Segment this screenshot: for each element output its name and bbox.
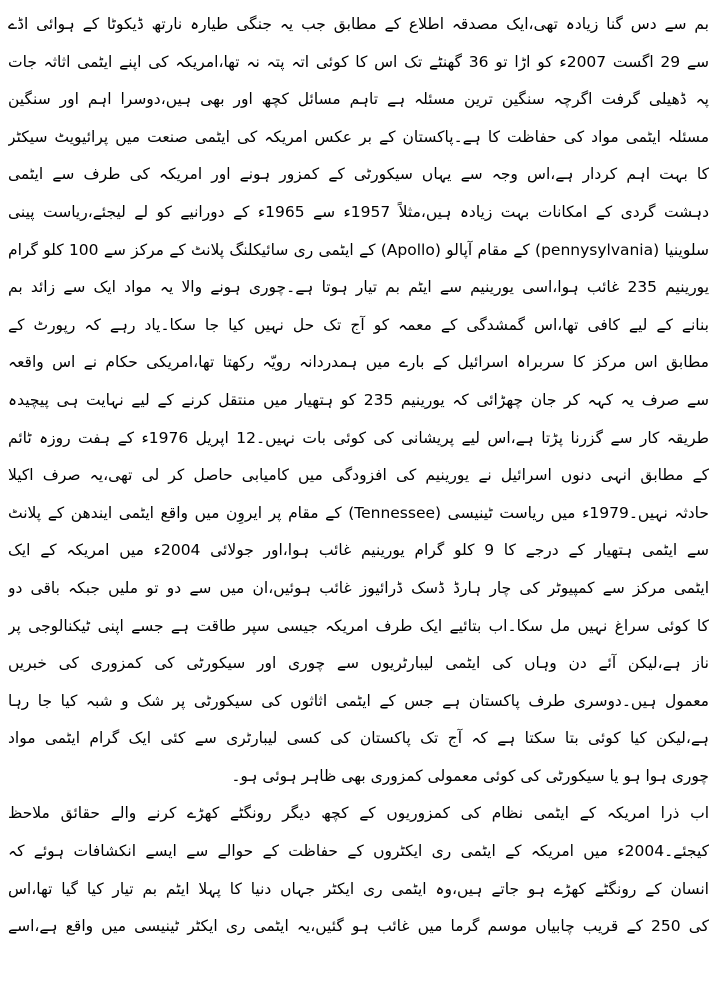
text-line: یورینیم 235 غائب ہوا،اسی یورینیم سے ایٹم بم تیار ہوتا ہے۔چوری ہونے والا یہ مواد ایک سے زائد بم bbox=[8, 278, 709, 297]
text-line: کی 250 کے قریب چابیاں موسم گرما میں غائب ہو گئیں،یہ ایٹمی ری ایکٹر ٹینیسی میں واقع ہے،اسے bbox=[8, 917, 709, 936]
text-line: چوری ہوا ہو یا سیکورٹی کی کوئی معمولی کمزوری بھی ظاہر ہوئی ہو۔ bbox=[231, 766, 709, 785]
text-line: معمول ہیں۔دوسری طرف پاکستان ہے جس کے ایٹمی اثاثوں کی سیکورٹی پر شک و شبہ کیا جا رہا bbox=[8, 691, 709, 710]
text-line: بنانے کے لیے کافی تھا،اس گمشدگی کے معمہ کو آج تک حل نہیں کیا جا سکا۔یاد رہے کہ رپورٹ کے bbox=[8, 315, 709, 334]
text-line: انسان کے رونگٹے کھڑے ہو جاتے ہیں،وہ ایٹمی ری ایکٹر جہاں دنیا کا پہلا ایٹم بم تیار کیا گیا تھا،اس bbox=[8, 879, 709, 898]
text-line: حادثہ نہیں۔1979ء میں ریاست ٹینیسی (Tennessee) کے مقام پر ایروِن میں واقع ایٹمی ایندھن کے پلانٹ bbox=[8, 503, 709, 522]
text-line: اب ذرا امریکہ کے ایٹمی نظام کی کمزوریوں کے کچھ دیگر رونگٹے کھڑے کرنے والے حقائق ملاحظ bbox=[8, 804, 709, 823]
text-line: بم سے دس گنا زیادہ تھی،ایک مصدقہ اطلاع کے مطابق جب یہ جنگی طیارہ نارتھ ڈیکوٹا کے ہوائی اڈے bbox=[8, 15, 709, 33]
text-line: سے ایٹمی ہتھیار کے درجے کا 9 کلو گرام یورینیم غائب ہوا،اور جولائی 2004ء میں امریکہ کے ایک bbox=[8, 541, 709, 560]
text-line: کے مطابق انہی دنوں اسرائیل نے یورینیم کی افزودگی میں کامیابی حاصل کر لی تھی،یہ صرف اکیلا bbox=[8, 466, 709, 485]
text-line: ناز ہے،لیکن آئے دن وہاں کی ایٹمی لیبارٹریوں سے چوری اور سیکورٹی کی کمزوری کی خبریں bbox=[8, 654, 709, 673]
text-line: ایٹمی مرکز سے کمپیوٹر کی چار ہارڈ ڈسک ڈرائیوز غائب ہوئیں،ان میں سے دو تو ملیں جبکہ باقی دو bbox=[8, 578, 709, 597]
text-line: کا بہت اہم کردار ہے،اس وجہ سے یہاں سیکورٹی کے کمزور ہونے اور امریکہ کی طرف سے ایٹمی bbox=[8, 165, 709, 184]
text-line: کا کوئی سراغ نہیں مل سکا۔اب بتائیے ایک طرف امریکہ جیسی سپر طاقت ہے جسے اپنی ٹیکنالوجی پر bbox=[8, 616, 709, 635]
text-line: دہشت گردی کے امکانات بہت زیادہ ہیں،مثلاً 1957ء سے 1965ء کے دورانیے کو لے لیجئے،ریاست پینی bbox=[8, 202, 709, 221]
text-line: سے 29 اگست 2007ء کو اڑا تو 36 گھنٹے تک اس کا کوئی اتہ پتہ نہ تھا،امریکہ کی اپنے ایٹمی اثاثہ جات bbox=[8, 52, 709, 71]
text-line: ہے،لیکن کیا کوئی بتا سکتا ہے کہ آج تک پاکستان کی کسی لیبارٹری سے کئی ایک گرام ایٹمی مواد bbox=[8, 729, 709, 748]
text-line: طریقہ کار سے گزرنا پڑتا ہے،اس لیے پریشانی کی کوئی بات نہیں۔12 اپریل 1976ء کے ہفت روزہ ٹائم bbox=[8, 428, 709, 447]
text-line: کیجئے۔2004ء میں امریکہ کے ایٹمی ری ایکٹروں کے حفاظت کے حوالے سے ایسے انکشافات ہوئے کہ bbox=[8, 842, 709, 861]
text-line: سے صرف یہ کہہ کر جان چھڑائی کہ یورینیم 235 کو ہتھیار میں منتقل کرنے کے لیے نہایت ہی پیچیدہ bbox=[8, 390, 709, 409]
text-line: مسئلہ ایٹمی مواد کی حفاظت کا ہے۔پاکستان کے بر عکس امریکہ کی ایٹمی صنعت میں پرائیویٹ سیکٹر bbox=[8, 127, 709, 146]
text-line: سلوینیا (pennysylvania) کے مقام آپالو (Apollo) کے ایٹمی ری سائیکلنگ پلانٹ کے مرکز سے 100 کلو گرام bbox=[8, 240, 709, 259]
text-line: مطابق اس مرکز کا سربراہ اسرائیل کے بارے میں ہمدردانہ رویّہ رکھتا تھا،امریکی حکام نے اس واقعہ bbox=[8, 353, 709, 372]
text-line: پہ ڈھیلی گرفت اگرچہ سنگین ترین مسئلہ ہے تاہم مسائل کچھ اور بھی ہیں،دوسرا اہم اور سنگین bbox=[8, 90, 709, 109]
